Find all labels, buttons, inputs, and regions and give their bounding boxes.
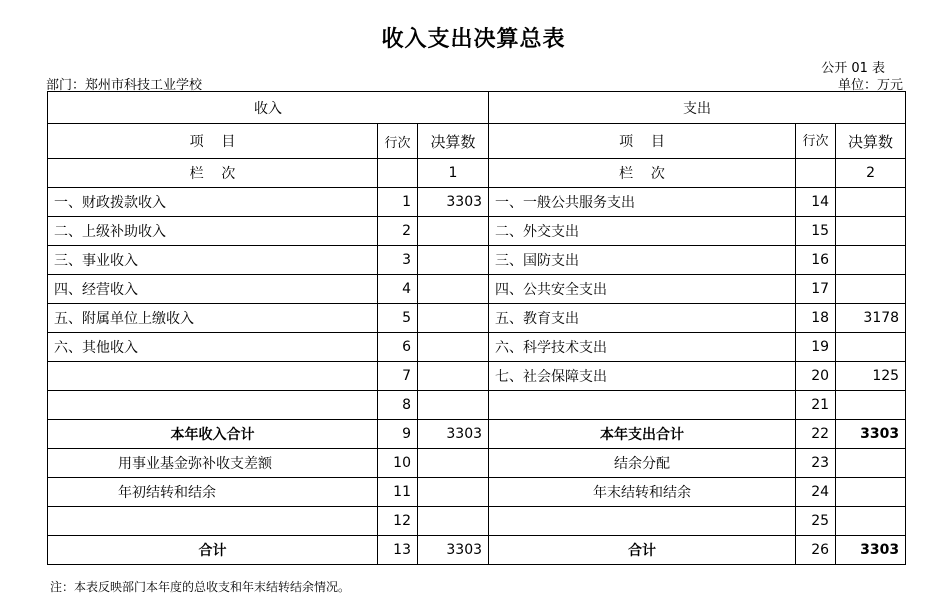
expense-amount-col-header: 决算数: [836, 124, 906, 159]
income-amount: 3303: [418, 188, 489, 217]
income-item: 二、上级补助收入: [48, 217, 378, 246]
expense-line-no: 14: [796, 188, 836, 217]
income-item: 六、其他收入: [48, 333, 378, 362]
income-item: [48, 362, 378, 391]
expense-line-no: 17: [796, 275, 836, 304]
table-row: [48, 246, 906, 275]
table-row: [48, 275, 906, 304]
table-row: [48, 188, 906, 217]
expense-grand-total-label: 合计: [489, 536, 796, 565]
income-line-no: 8: [378, 391, 418, 420]
income-item: 用事业基金弥补收支差额: [48, 449, 378, 478]
expense-line-no: 22: [796, 420, 836, 449]
table-row: [48, 391, 906, 420]
expense-amount: [836, 188, 906, 217]
expense-line-col-header: 行次: [796, 124, 836, 159]
expense-line-no: 21: [796, 391, 836, 420]
expense-year-total-label: 本年支出合计: [489, 420, 796, 449]
expense-item: 三、国防支出: [489, 246, 796, 275]
expense-grand-total-amount: 3303: [836, 536, 906, 565]
income-line-no: 9: [378, 420, 418, 449]
expense-item: 二、外交支出: [489, 217, 796, 246]
income-line-no: 2: [378, 217, 418, 246]
income-item: 五、附属单位上缴收入: [48, 304, 378, 333]
income-row-label-line: [378, 159, 418, 188]
income-year-total-amount: 3303: [418, 420, 489, 449]
expense-line-no: 23: [796, 449, 836, 478]
balance-row: [48, 478, 906, 507]
expense-amount: [836, 391, 906, 420]
income-item-col-header: 项 目: [48, 124, 378, 159]
expense-line-no: 26: [796, 536, 836, 565]
income-grand-total-amount: 3303: [418, 536, 489, 565]
expense-amount: [836, 478, 906, 507]
expense-amount: 125: [836, 362, 906, 391]
department-label: 部门：郑州市科技工业学校: [46, 78, 203, 93]
income-amount: [418, 507, 489, 536]
income-amount: [418, 275, 489, 304]
income-line-no: 4: [378, 275, 418, 304]
income-amount: [418, 362, 489, 391]
balance-row: [48, 507, 906, 536]
column-header-row: [48, 124, 906, 159]
expense-item-col-header: 项 目: [489, 124, 796, 159]
expense-item: 七、社会保障支出: [489, 362, 796, 391]
income-line-no: 3: [378, 246, 418, 275]
expense-year-total-amount: 3303: [836, 420, 906, 449]
income-expense-table: [47, 91, 906, 565]
income-grand-total-label: 合计: [48, 536, 378, 565]
expense-amount: [836, 507, 906, 536]
income-item: 三、事业收入: [48, 246, 378, 275]
income-col-number: 1: [418, 159, 489, 188]
footnote: 注：本表反映部门本年度的总收支和年末结转结余情况。: [50, 580, 351, 594]
balance-row: [48, 449, 906, 478]
income-line-no: 12: [378, 507, 418, 536]
column-number-row: [48, 159, 906, 188]
expense-item: 结余分配: [489, 449, 796, 478]
income-item: 一、财政拨款收入: [48, 188, 378, 217]
expense-item: 五、教育支出: [489, 304, 796, 333]
unit-label: 单位：万元: [837, 78, 903, 93]
income-amount: [418, 217, 489, 246]
income-line-no: 13: [378, 536, 418, 565]
expense-amount: 3178: [836, 304, 906, 333]
income-line-no: 10: [378, 449, 418, 478]
expense-line-no: 16: [796, 246, 836, 275]
section-header-row: [48, 92, 906, 124]
income-amount-col-header: 决算数: [418, 124, 489, 159]
income-amount: [418, 304, 489, 333]
income-item: [48, 507, 378, 536]
income-line-no: 6: [378, 333, 418, 362]
income-amount: [418, 333, 489, 362]
expense-line-no: 24: [796, 478, 836, 507]
expense-item: 一、一般公共服务支出: [489, 188, 796, 217]
income-row-label: 栏 次: [48, 159, 378, 188]
table-row: [48, 304, 906, 333]
income-line-no: 11: [378, 478, 418, 507]
expense-section-header: 支出: [489, 92, 906, 124]
table-row: [48, 217, 906, 246]
expense-row-label-line: [796, 159, 836, 188]
year-total-row: [48, 420, 906, 449]
expense-item: 六、科学技术支出: [489, 333, 796, 362]
income-line-no: 5: [378, 304, 418, 333]
expense-amount: [836, 333, 906, 362]
income-amount: [418, 449, 489, 478]
table-row: [48, 333, 906, 362]
expense-item: 年末结转和结余: [489, 478, 796, 507]
expense-line-no: 25: [796, 507, 836, 536]
expense-amount: [836, 217, 906, 246]
expense-line-no: 18: [796, 304, 836, 333]
income-line-col-header: 行次: [378, 124, 418, 159]
expense-item: [489, 391, 796, 420]
income-line-no: 1: [378, 188, 418, 217]
expense-line-no: 15: [796, 217, 836, 246]
income-amount: [418, 246, 489, 275]
income-line-no: 7: [378, 362, 418, 391]
expense-amount: [836, 449, 906, 478]
expense-row-label: 栏 次: [489, 159, 796, 188]
income-item: 年初结转和结余: [48, 478, 378, 507]
table-row: [48, 362, 906, 391]
expense-item: [489, 507, 796, 536]
income-item: [48, 391, 378, 420]
form-number: 公开 01 表: [821, 61, 885, 76]
expense-item: 四、公共安全支出: [489, 275, 796, 304]
income-year-total-label: 本年收入合计: [48, 420, 378, 449]
income-amount: [418, 478, 489, 507]
income-amount: [418, 391, 489, 420]
expense-amount: [836, 275, 906, 304]
income-item: 四、经营收入: [48, 275, 378, 304]
grand-total-row: [48, 536, 906, 565]
expense-line-no: 20: [796, 362, 836, 391]
expense-amount: [836, 246, 906, 275]
income-section-header: 收入: [48, 92, 489, 124]
page-title: 收入支出决算总表: [381, 27, 566, 52]
expense-line-no: 19: [796, 333, 836, 362]
expense-col-number: 2: [836, 159, 906, 188]
